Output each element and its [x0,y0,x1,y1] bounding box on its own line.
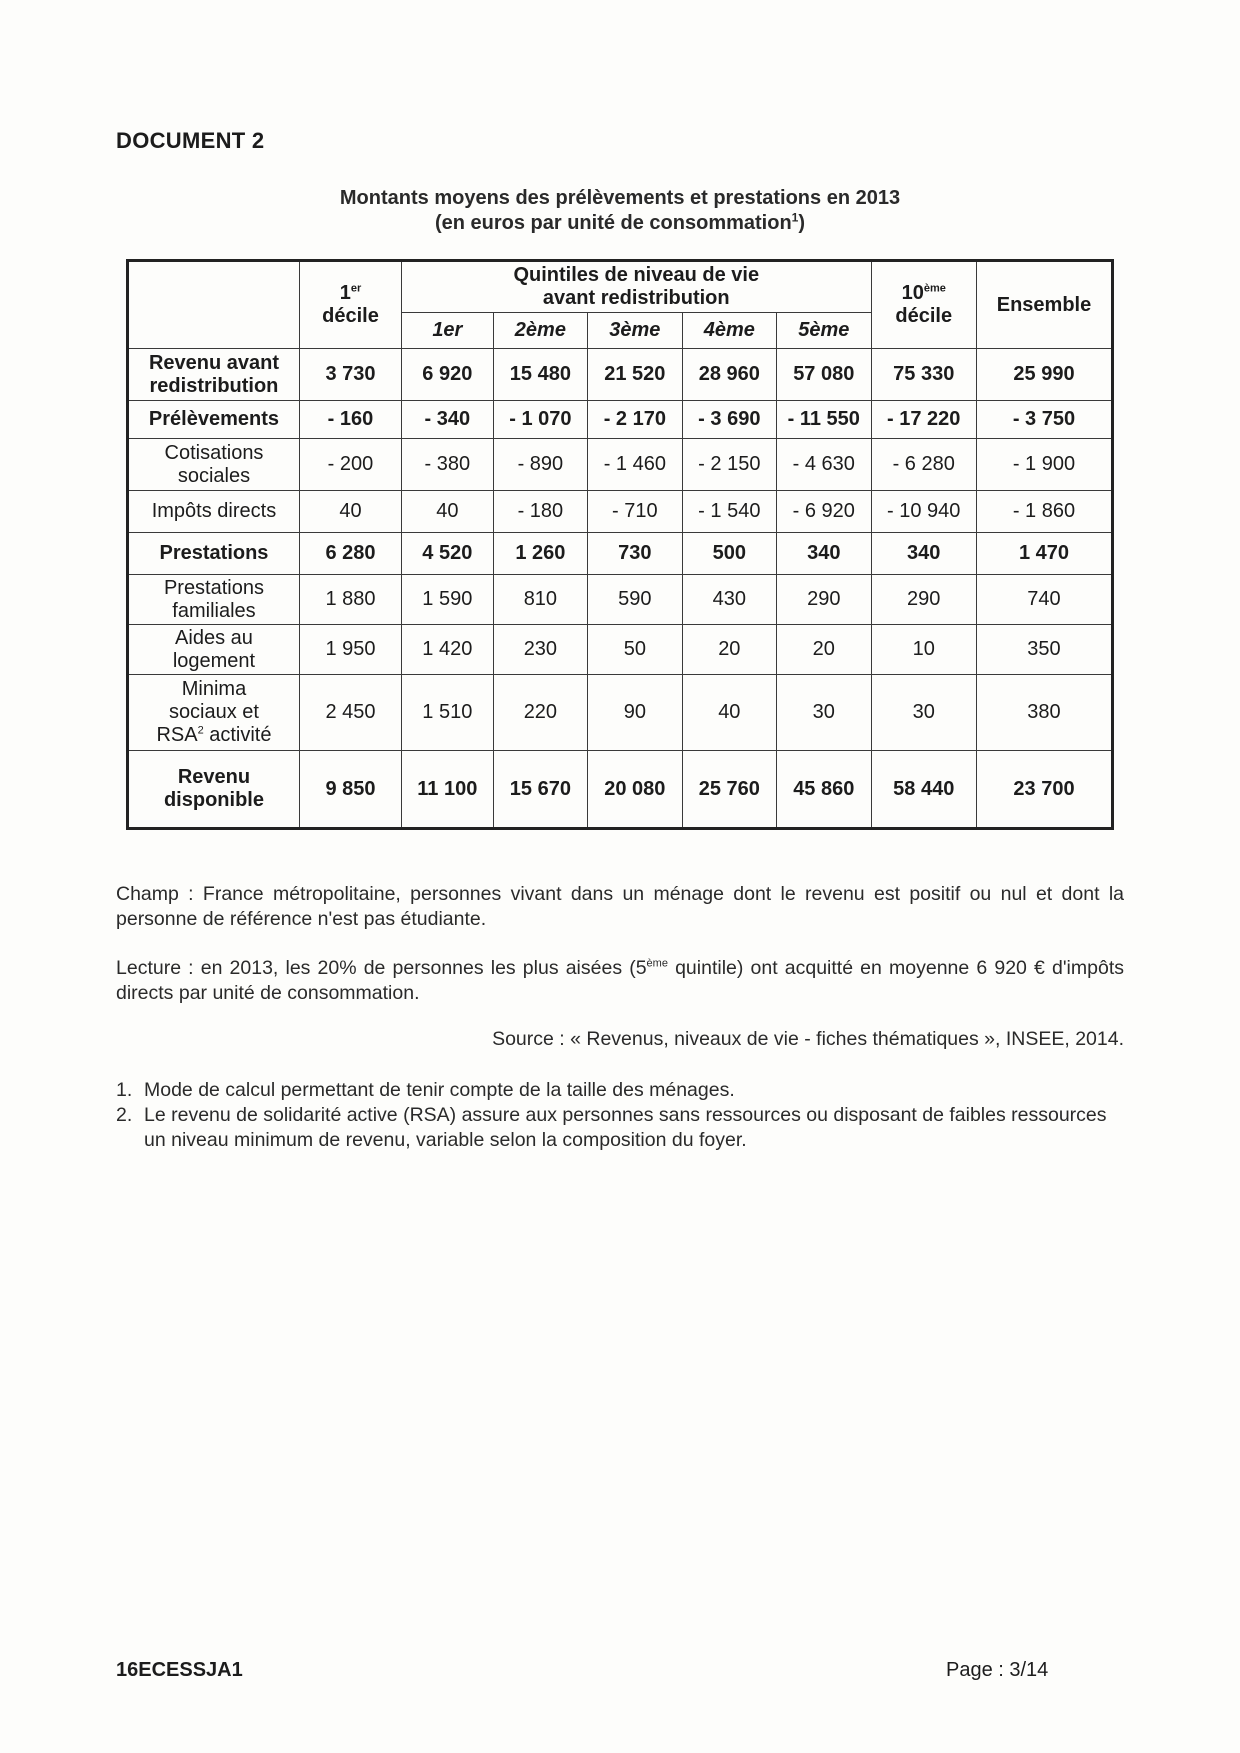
row-label: Prélèvements [128,401,300,439]
footer-page-number: Page : 3/14 [946,1659,1049,1681]
cell: - 2 150 [682,439,776,491]
col-header-quintile: 4ème [682,313,776,349]
cell: - 340 [402,401,494,439]
table-title-line2: (en euros par unité de consommation$^1$) [434,210,806,234]
cell: 11 100 [402,751,494,829]
cell: - 6 280 [871,439,976,491]
cell: 290 [871,575,976,625]
cell: 290 [777,575,871,625]
cell: 6 280 [299,533,401,575]
champ-paragraph: Champ : France métropolitaine, personnes vivant dans un ménage dont le revenu est positif ou nul et dont la personne de référence n'est pas étudiante. [116,883,1124,930]
cell: 3 730 [299,349,401,401]
footnote-text: Le revenu de solidarité active (RSA) assure aux personnes sans ressources ou disposant de faibles ressources un niveau minimum de revenu, variable selon la composition du foyer. [144,1104,1107,1151]
cell: 230 [493,625,587,675]
row-prestations [128,533,1113,575]
cell: 1 950 [299,625,401,675]
cell: 1 880 [299,575,401,625]
cell: - 17 220 [871,401,976,439]
footnote [116,1103,1124,1153]
cell: 350 [976,625,1112,675]
cell: - 890 [493,439,587,491]
cell: - 200 [299,439,401,491]
cell: 23 700 [976,751,1112,829]
document-title: DOCUMENT 2 [116,128,265,153]
row-prelevements [128,401,1113,439]
row-minima-sociaux [128,675,1113,751]
cell: - 3 690 [682,401,776,439]
cell: 430 [682,575,776,625]
cell: - 1 540 [682,491,776,533]
cell: - 2 170 [588,401,682,439]
cell: 75 330 [871,349,976,401]
cell: 340 [777,533,871,575]
cell: 20 [777,625,871,675]
source-line: Source : « Revenus, niveaux de vie - fiches thématiques », INSEE, 2014. [492,1028,1124,1050]
table-title-line1: Montants moyens des prélèvements et prestations en 2013 [339,187,901,209]
footnote [116,1078,1124,1103]
row-revenu-avant [128,349,1113,401]
footer-code: 16ECESSJA1 [116,1659,243,1681]
row-aides-logement [128,625,1113,675]
footnotes [116,1078,1124,1153]
row-label: Aides au logement [128,625,300,675]
cell: - 6 920 [777,491,871,533]
cell: 730 [588,533,682,575]
col-header-quintile: 5ème [777,313,871,349]
row-impots [128,491,1113,533]
table-title [290,186,950,236]
row-prestations-familiales [128,575,1113,625]
cell: 90 [588,675,682,751]
cell: - 11 550 [777,401,871,439]
row-label: Revenu avant redistribution [128,349,300,401]
cell: 6 920 [402,349,494,401]
cell: 28 960 [682,349,776,401]
cell: - 1 860 [976,491,1112,533]
cell: 15 670 [493,751,587,829]
cell: 1 590 [402,575,494,625]
row-label: Impôts directs [128,491,300,533]
cell: 1 260 [493,533,587,575]
cell: 220 [493,675,587,751]
cell: 4 520 [402,533,494,575]
cell: 380 [976,675,1112,751]
cell: - 1 460 [588,439,682,491]
lecture-paragraph: Lecture : en 2013, les 20% de personnes les plus aisées (5ème quintile) ont acquitté en moyenne 6 920 € d'impôts directs par unité de consommation. [116,957,1124,1004]
cell: 20 080 [588,751,682,829]
cell: - 1 900 [976,439,1112,491]
cell: - 1 070 [493,401,587,439]
corner-cell [128,261,300,349]
cell: 10 [871,625,976,675]
cell: 25 760 [682,751,776,829]
cell: 20 [682,625,776,675]
col-header-tenth-decile: 10ème décile [871,261,976,349]
cell: 40 [402,491,494,533]
cell: 50 [588,625,682,675]
cell: 45 860 [777,751,871,829]
footnote-number: 2. [116,1104,133,1126]
cell: 30 [777,675,871,751]
cell: - 4 630 [777,439,871,491]
cell: 810 [493,575,587,625]
cell: 2 450 [299,675,401,751]
cell: - 710 [588,491,682,533]
cell: 740 [976,575,1112,625]
row-label: Minima sociaux et RSA$^2$ activité [128,675,300,751]
row-label: Prestations familiales [128,575,300,625]
cell: 21 520 [588,349,682,401]
footnote-number: 1. [116,1079,133,1101]
row-cotisations [128,439,1113,491]
cell: 25 990 [976,349,1112,401]
cell: 1 470 [976,533,1112,575]
cell: 57 080 [777,349,871,401]
cell: 58 440 [871,751,976,829]
cell: 340 [871,533,976,575]
col-header-quintile: 3ème [588,313,682,349]
cell: 500 [682,533,776,575]
data-table [126,259,1114,830]
col-header-quintile: 1er [402,313,494,349]
cell: 30 [871,675,976,751]
row-label: Revenu disponible [128,751,300,829]
cell: - 160 [299,401,401,439]
col-header-quintiles-group: Quintiles de niveau de vie avant redistribution [402,261,872,313]
row-label: Cotisations sociales [128,439,300,491]
row-revenu-disponible [128,751,1113,829]
cell: 40 [299,491,401,533]
cell: 9 850 [299,751,401,829]
cell: - 380 [402,439,494,491]
cell: - 180 [493,491,587,533]
cell: - 3 750 [976,401,1112,439]
cell: 590 [588,575,682,625]
cell: 1 420 [402,625,494,675]
col-header-quintile: 2ème [493,313,587,349]
col-header-first-decile: 1er décile [299,261,401,349]
row-label: Prestations [128,533,300,575]
cell: - 10 940 [871,491,976,533]
cell: 40 [682,675,776,751]
cell: 1 510 [402,675,494,751]
cell: 15 480 [493,349,587,401]
col-header-ensemble: Ensemble [976,261,1112,349]
footnote-text: Mode de calcul permettant de tenir compte de la taille des ménages. [144,1079,735,1101]
